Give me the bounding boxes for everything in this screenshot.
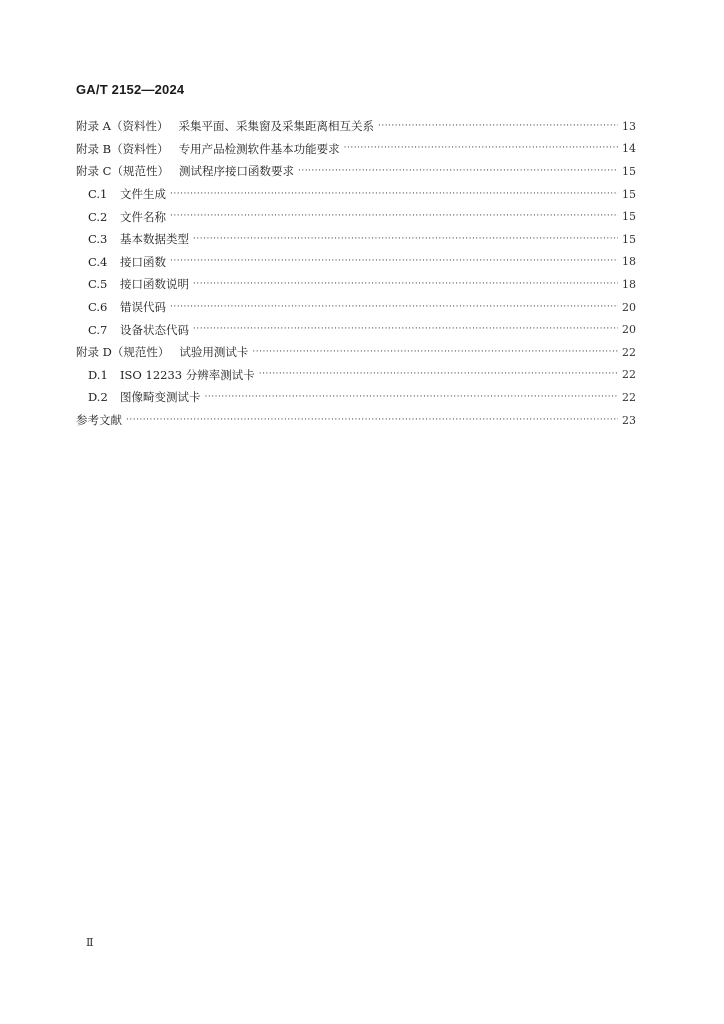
toc-dot-leader: [259, 370, 618, 379]
toc-entry-title: 基本数据类型: [120, 232, 189, 247]
toc-entry[interactable]: [76, 205, 636, 228]
toc-entry-number: C.4: [88, 254, 108, 269]
toc-entry[interactable]: [76, 138, 636, 161]
toc-dot-leader: [170, 303, 618, 312]
toc-entry-title: ISO 12233 分辨率测试卡: [120, 367, 255, 382]
toc-entry[interactable]: [76, 341, 636, 364]
toc-entry-title: 错误代码: [120, 300, 166, 315]
toc-dot-leader: [193, 235, 618, 244]
toc-entry-title: 文件生成: [120, 187, 166, 202]
toc-dot-leader: [193, 280, 618, 289]
toc-entry-prefix: 附录 D（规范性）: [76, 345, 170, 360]
toc-entry-title: 设备状态代码: [120, 322, 189, 337]
toc-entry[interactable]: [76, 251, 636, 274]
toc-entry-page: 23: [622, 413, 636, 427]
toc-entry-title: 参考文献: [76, 413, 122, 428]
toc-entry-prefix: 附录 A（资料性）: [76, 119, 169, 134]
toc-entry-title: 专用产品检测软件基本功能要求: [178, 141, 340, 156]
toc-dot-leader: [344, 144, 618, 153]
toc-entry-page: 13: [622, 119, 636, 133]
toc-entry-page: 15: [622, 164, 636, 178]
toc-entry[interactable]: [76, 115, 636, 138]
toc-entry-title: 图像畸变测试卡: [120, 390, 201, 405]
toc-entry-number: D.2: [88, 390, 108, 405]
table-of-contents: [76, 115, 636, 431]
toc-entry-title: 采集平面、采集窗及采集距离相互关系: [178, 119, 374, 134]
toc-entry-page: 15: [622, 187, 636, 201]
toc-dot-leader: [170, 190, 618, 199]
page-number: Ⅱ: [86, 936, 94, 949]
toc-dot-leader: [378, 122, 618, 131]
toc-entry-page: 18: [622, 255, 636, 269]
toc-entry-number: C.5: [88, 277, 108, 292]
toc-entry-prefix: 附录 C（规范性）: [76, 164, 169, 179]
document-code: GA/T 2152—2024: [76, 82, 185, 97]
toc-entry-number: C.2: [88, 209, 108, 224]
toc-entry[interactable]: [76, 296, 636, 319]
toc-entry-title: 接口函数说明: [120, 277, 189, 292]
toc-entry-number: C.7: [88, 322, 108, 337]
toc-entry[interactable]: [76, 273, 636, 296]
toc-dot-leader: [298, 167, 618, 176]
toc-entry-title: 试验用测试卡: [179, 345, 249, 360]
toc-entry-prefix: 附录 B（资料性）: [76, 141, 169, 156]
toc-entry-title: 接口函数: [120, 254, 166, 269]
toc-entry[interactable]: [76, 160, 636, 183]
toc-entry-page: 22: [622, 345, 636, 359]
toc-entry-page: 22: [622, 390, 636, 404]
toc-entry[interactable]: [76, 318, 636, 341]
toc-dot-leader: [126, 416, 618, 425]
toc-dot-leader: [193, 325, 618, 334]
toc-dot-leader: [205, 393, 619, 402]
toc-entry-page: 15: [622, 210, 636, 224]
toc-entry-page: 15: [622, 232, 636, 246]
toc-entry[interactable]: [76, 386, 636, 409]
toc-entry-number: D.1: [88, 367, 108, 382]
toc-entry-number: C.6: [88, 300, 108, 315]
toc-entry-number: C.3: [88, 232, 108, 247]
toc-entry-page: 14: [622, 142, 636, 156]
toc-entry[interactable]: [76, 228, 636, 251]
toc-dot-leader: [170, 212, 618, 221]
toc-entry-number: C.1: [88, 187, 108, 202]
toc-entry-page: 20: [622, 323, 636, 337]
toc-entry[interactable]: [76, 409, 636, 432]
toc-entry-title: 测试程序接口函数要求: [178, 164, 294, 179]
toc-entry[interactable]: [76, 183, 636, 206]
toc-entry-page: 22: [622, 368, 636, 382]
toc-dot-leader: [170, 257, 618, 266]
toc-entry-title: 文件名称: [120, 209, 166, 224]
toc-entry-page: 20: [622, 300, 636, 314]
toc-dot-leader: [252, 348, 618, 357]
toc-entry-page: 18: [622, 277, 636, 291]
toc-entry[interactable]: [76, 364, 636, 387]
